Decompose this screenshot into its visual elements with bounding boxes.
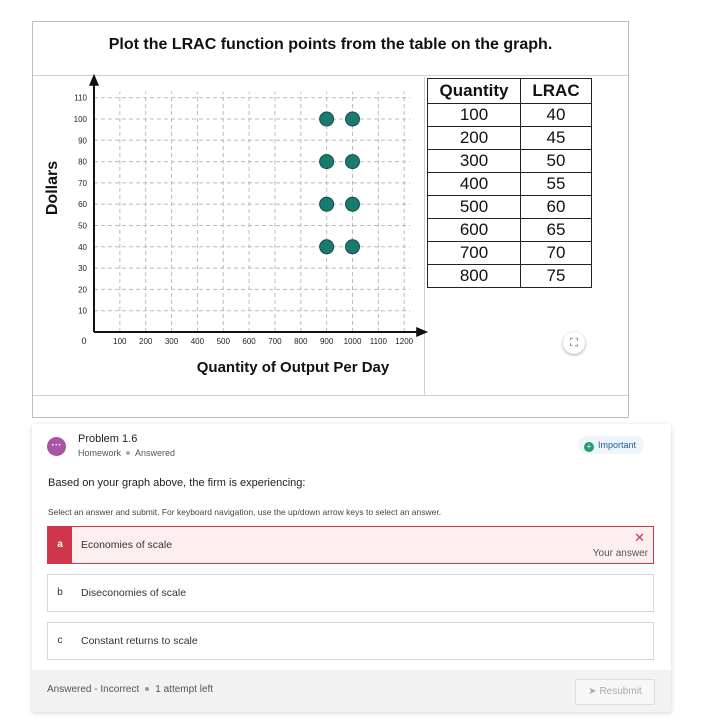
table-cell: 300: [428, 150, 521, 173]
question-title: Plot the LRAC function points from the table on the graph.: [108, 36, 553, 53]
problem-meta: [78, 448, 175, 458]
table-cell: 100: [428, 104, 521, 127]
x-tick-label: 1000: [343, 337, 362, 346]
table-cell: 70: [521, 242, 592, 265]
table-row: [428, 196, 592, 219]
x-tick-label: 400: [190, 337, 205, 346]
plotted-point[interactable]: [346, 155, 360, 169]
x-tick-label: 0: [81, 336, 87, 346]
table-row: [428, 127, 592, 150]
y-tick-label: 110: [74, 93, 87, 103]
attempts-left: 1 attempt left: [155, 684, 214, 695]
y-axis-arrow: [89, 74, 99, 86]
chat-bubble-icon: ···: [47, 437, 66, 456]
answer-option-b[interactable]: [47, 574, 654, 612]
plotted-point[interactable]: [346, 240, 360, 254]
y-tick-label: 30: [78, 264, 87, 274]
answer-instructions: Select an answer and submit. For keyboard navigation, use the up/down arrow keys to select an answer.: [48, 507, 442, 517]
plus-icon: +: [584, 442, 594, 452]
lrac-chart[interactable]: [0, 70, 430, 400]
table-row: [428, 104, 592, 127]
x-tick-label: 200: [139, 337, 153, 346]
send-icon: ➤: [588, 686, 597, 697]
y-tick-label: 90: [78, 136, 87, 146]
x-tick-label: 800: [294, 337, 308, 346]
problem-state: Answered: [135, 448, 176, 458]
option-letter: b: [57, 587, 63, 598]
card-footer: [32, 670, 671, 712]
table-cell: 50: [521, 150, 592, 173]
status-text: Answered - Incorrect: [47, 684, 140, 695]
your-answer-label: Your answer: [592, 548, 648, 559]
resubmit-label: Resubmit: [599, 686, 642, 697]
table-cell: 75: [521, 265, 592, 288]
important-label: Important: [598, 440, 637, 450]
x-axis-label: Quantity of Output Per Day: [196, 359, 390, 376]
table-cell: 800: [428, 265, 521, 288]
x-tick-label: 100: [113, 337, 127, 346]
table-row: [428, 150, 592, 173]
incorrect-icon: ✕: [634, 530, 645, 545]
answer-option-c[interactable]: [47, 622, 654, 660]
table-row: [428, 173, 592, 196]
question-prompt: Based on your graph above, the firm is experiencing:: [48, 477, 306, 489]
chart-ticks: [74, 94, 414, 346]
option-text: Diseconomies of scale: [81, 587, 187, 599]
table-row: [428, 219, 592, 242]
option-letter: a: [48, 527, 72, 563]
separator-dot: [145, 687, 149, 691]
lrac-table: [427, 78, 592, 288]
table-cell: 45: [521, 127, 592, 150]
table-header-lrac: LRAC: [521, 79, 592, 104]
important-badge[interactable]: [578, 436, 644, 454]
x-tick-label: 700: [268, 337, 282, 346]
plotted-point[interactable]: [320, 112, 334, 126]
x-axis-arrow: [416, 327, 428, 337]
table-cell: 600: [428, 219, 521, 242]
resubmit-button[interactable]: [575, 679, 655, 705]
problem-card: [32, 424, 671, 712]
table-cell: 60: [521, 196, 592, 219]
y-tick-label: 40: [78, 242, 87, 252]
chart-grid: [94, 92, 410, 332]
x-tick-label: 500: [216, 337, 230, 346]
y-tick-label: 50: [78, 221, 87, 231]
y-axis-label: Dollars: [44, 160, 61, 216]
y-tick-label: 10: [78, 306, 87, 316]
problem-title: Problem 1.6: [78, 433, 138, 445]
plotted-point[interactable]: [320, 240, 334, 254]
y-tick-label: 20: [78, 285, 87, 295]
plotted-point[interactable]: [320, 197, 334, 211]
answer-option-a[interactable]: [47, 526, 654, 564]
table-cell: 400: [428, 173, 521, 196]
table-cell: 200: [428, 127, 521, 150]
table-row: [428, 265, 592, 288]
table-cell: 500: [428, 196, 521, 219]
table-cell: 65: [521, 219, 592, 242]
answer-status: [47, 684, 213, 695]
y-tick-label: 70: [78, 178, 87, 188]
option-letter: c: [57, 635, 63, 646]
table-header-quantity: Quantity: [428, 79, 521, 104]
x-tick-label: 1200: [395, 337, 414, 346]
chart-axes: [89, 74, 428, 337]
plotted-point[interactable]: [320, 155, 334, 169]
y-tick-label: 80: [78, 157, 87, 167]
separator-dot: [126, 451, 130, 455]
y-tick-label: 60: [78, 200, 87, 210]
table-cell: 40: [521, 104, 592, 127]
option-text: Economies of scale: [81, 539, 173, 551]
plotted-point[interactable]: [346, 197, 360, 211]
x-tick-label: 900: [319, 337, 334, 346]
table-cell: 55: [521, 173, 592, 196]
plotted-point[interactable]: [346, 112, 360, 126]
problem-type: Homework: [78, 448, 122, 458]
table-row: [428, 242, 592, 265]
expand-icon[interactable]: ⛶: [563, 332, 585, 354]
x-tick-label: 1100: [369, 337, 387, 346]
y-tick-label: 100: [73, 115, 87, 124]
table-header-row: [428, 79, 592, 104]
option-text: Constant returns to scale: [81, 635, 198, 647]
table-cell: 700: [428, 242, 521, 265]
x-tick-label: 300: [164, 337, 179, 346]
x-tick-label: 600: [242, 337, 256, 346]
